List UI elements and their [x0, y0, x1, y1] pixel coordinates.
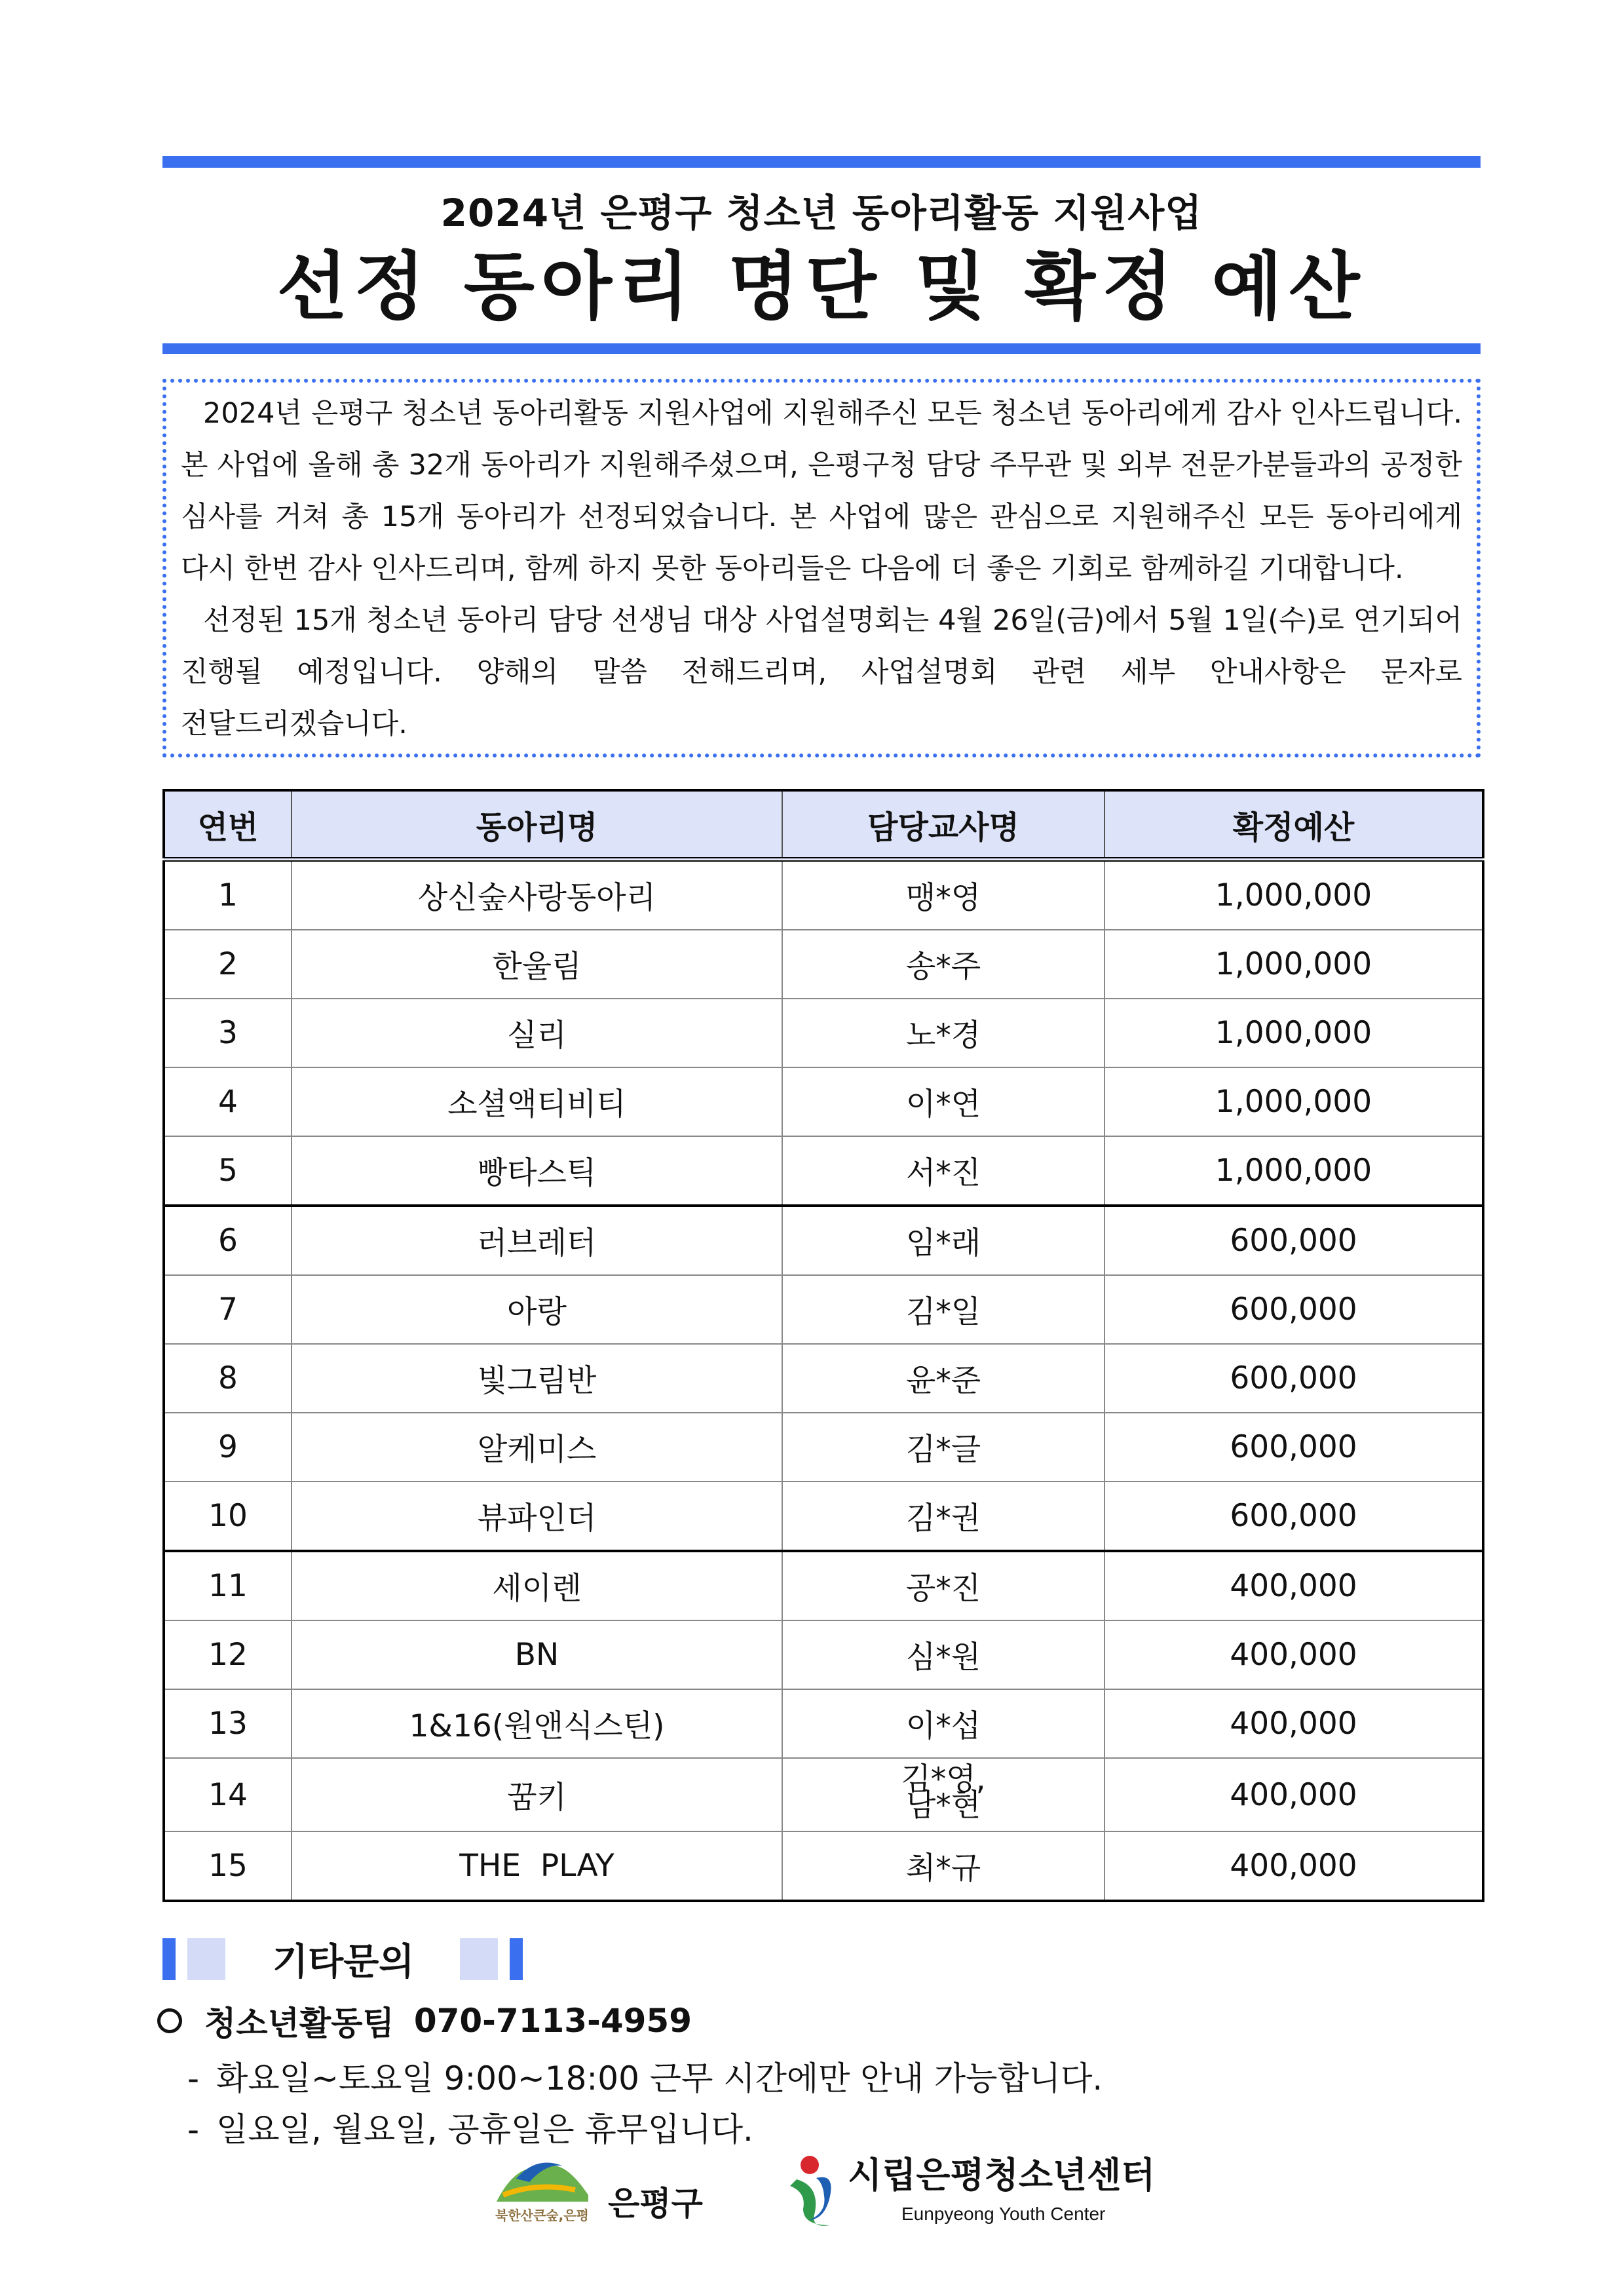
cell-teacher: 김*권 — [782, 1482, 1105, 1551]
cell-club-name: 아랑 — [292, 1275, 782, 1344]
cell-teacher: 이*연 — [782, 1067, 1105, 1136]
notice-paragraph-2: 선정된 15개 청소년 동아리 담당 선생님 대상 사업설명회는 4월 26일(금)에서 5월 1일(수)로 연기되어 진행될 예정입니다. 양해의 말씀 전해드리며, 사업설명회 관련 세부 안내사항은 문자로 전달드리겠습니다. — [181, 604, 1462, 740]
cell-budget: 600,000 — [1105, 1275, 1483, 1344]
cell-number: 15 — [164, 1831, 292, 1901]
cell-club-name: 상신숲사랑동아리 — [292, 860, 782, 930]
cell-number: 12 — [164, 1620, 292, 1689]
table-row — [164, 1275, 1483, 1344]
contact-team-name: 청소년활동팀 — [204, 2004, 394, 2042]
cell-number: 4 — [164, 1067, 292, 1136]
notice-paragraph-1: 2024년 은평구 청소년 동아리활동 지원사업에 지원해주신 모든 청소년 동아리에게 감사 인사드립니다. 본 사업에 올해 총 32개 동아리가 지원해주셨으며, 은평구청 담당 주무관 및 외부 전문가분들과의 공정한 심사를 거쳐 총 15개 동아리가 선정되었습니다. 본 사업에 많은 관심으로 지원해주신 모든 동아리에게 다시 한번 감사 인사드리며, 함께 하지 못한 동아리들은 다음에 더 좋은 기회로 함께하길 기대합니다. — [181, 397, 1462, 585]
cell-budget: 400,000 — [1105, 1620, 1483, 1689]
cell-teacher: 최*규 — [782, 1831, 1105, 1901]
eunpyeong-slogan: 북한산큰숲,은평 — [495, 2208, 589, 2223]
cell-number: 10 — [164, 1482, 292, 1551]
cell-teacher: 윤*준 — [782, 1344, 1105, 1413]
cell-club-name: 뷰파인더 — [292, 1482, 782, 1551]
table-row — [164, 999, 1483, 1067]
cell-number: 11 — [164, 1551, 292, 1620]
top-accent-bar — [162, 156, 1481, 168]
contact-note-hours — [187, 2052, 1103, 2099]
cell-budget: 600,000 — [1105, 1344, 1483, 1413]
cell-budget: 600,000 — [1105, 1482, 1483, 1551]
note-hours-text: 화요일~토요일 9:00~18:00 근무 시간에만 안내 가능합니다. — [216, 2059, 1103, 2097]
cell-club-name: BN — [292, 1620, 782, 1689]
cell-number: 9 — [164, 1413, 292, 1482]
heading-accent-bar-right — [510, 1938, 523, 1980]
table-row — [164, 1344, 1483, 1413]
table-header-row — [164, 790, 1483, 860]
cell-teacher: 송*주 — [782, 930, 1105, 999]
eunpyeong-gu-logo — [490, 2149, 719, 2228]
cell-teacher: 김*일 — [782, 1275, 1105, 1344]
cell-budget: 600,000 — [1105, 1413, 1483, 1482]
center-name-en: Eunpyeong Youth Center — [901, 2204, 1106, 2224]
notice-box — [162, 379, 1481, 757]
cell-teacher: 공*진 — [782, 1551, 1105, 1620]
table-row — [164, 1689, 1483, 1758]
contact-phone: 070-7113-4959 — [413, 2002, 692, 2040]
mountain-icon — [497, 2166, 588, 2202]
cell-number: 3 — [164, 999, 292, 1067]
cell-club-name: 꿈키 — [292, 1758, 782, 1831]
table-row — [164, 1136, 1483, 1206]
heading-accent-bar-left — [162, 1938, 176, 1980]
table-row — [164, 1831, 1483, 1901]
cell-number: 8 — [164, 1344, 292, 1413]
cell-club-name: 소셜액티비티 — [292, 1067, 782, 1136]
cell-number: 6 — [164, 1206, 292, 1275]
teacher-line-2: 남*현 — [905, 1787, 981, 1824]
header-club-name: 동아리명 — [292, 790, 782, 860]
cell-number: 1 — [164, 860, 292, 930]
teacher-line-1: 김*영, — [901, 1761, 986, 1797]
cell-club-name: 1&16(원앤식스틴) — [292, 1689, 782, 1758]
cell-club-name: 한울림 — [292, 930, 782, 999]
logo-figure-head-icon — [801, 2156, 819, 2174]
cell-budget: 400,000 — [1105, 1551, 1483, 1620]
cell-club-name: 세이렌 — [292, 1551, 782, 1620]
header-teacher: 담당교사명 — [782, 790, 1105, 860]
cell-teacher: 서*진 — [782, 1136, 1105, 1206]
eunpyeong-name: 은평구 — [608, 2185, 703, 2223]
dash-bullet-icon: - — [187, 2111, 200, 2149]
contact-heading — [162, 1938, 523, 1983]
document-title: 선정 동아리 명단 및 확정 예산 — [276, 244, 1367, 330]
dash-bullet-icon: - — [187, 2059, 200, 2097]
cell-club-name: 실리 — [292, 999, 782, 1067]
cell-budget: 400,000 — [1105, 1758, 1483, 1831]
table-row — [164, 930, 1483, 999]
cell-teacher: 김*글 — [782, 1413, 1105, 1482]
cell-budget: 400,000 — [1105, 1689, 1483, 1758]
table-row — [164, 1206, 1483, 1275]
header-number: 연번 — [164, 790, 292, 860]
circle-bullet-icon — [157, 2008, 182, 2033]
cell-number: 7 — [164, 1275, 292, 1344]
table-row — [164, 860, 1483, 930]
cell-teacher: 심*원 — [782, 1620, 1105, 1689]
heading-accent-block-right — [460, 1938, 498, 1980]
cell-club-name: 러브레터 — [292, 1206, 782, 1275]
cell-number: 5 — [164, 1136, 292, 1206]
note-holidays-text: 일요일, 월요일, 공휴일은 휴무입니다. — [216, 2111, 753, 2149]
contact-team-line — [157, 1997, 692, 2044]
table-row — [164, 1620, 1483, 1689]
center-name-kr: 시립은평청소년센터 — [848, 2154, 1156, 2196]
cell-club-name: 빵타스틱 — [292, 1136, 782, 1206]
cell-budget: 1,000,000 — [1105, 930, 1483, 999]
title-divider-bar — [162, 343, 1481, 354]
cell-teacher-multi — [901, 1761, 986, 1824]
table-row — [164, 1482, 1483, 1551]
selected-clubs-table — [162, 789, 1484, 1902]
cell-teacher: 맹*영 — [782, 860, 1105, 930]
contact-note-holidays — [187, 2103, 753, 2151]
table-row — [164, 1758, 1483, 1831]
cell-teacher — [782, 1758, 1105, 1831]
cell-budget: 600,000 — [1105, 1206, 1483, 1275]
cell-teacher: 노*경 — [782, 999, 1105, 1067]
table-row — [164, 1413, 1483, 1482]
cell-teacher: 임*래 — [782, 1206, 1105, 1275]
contact-heading-title: 기타문의 — [273, 1941, 415, 1983]
table-row — [164, 1067, 1483, 1136]
cell-number: 13 — [164, 1689, 292, 1758]
cell-teacher: 이*섭 — [782, 1689, 1105, 1758]
cell-budget: 1,000,000 — [1105, 1136, 1483, 1206]
document-subtitle: 2024년 은평구 청소년 동아리활동 지원사업 — [440, 191, 1203, 235]
cell-club-name: THE PLAY — [292, 1831, 782, 1901]
header-budget: 확정예산 — [1105, 790, 1483, 860]
table-row — [164, 1551, 1483, 1620]
cell-budget: 1,000,000 — [1105, 1067, 1483, 1136]
heading-accent-block-left — [187, 1938, 225, 1980]
cell-budget: 1,000,000 — [1105, 860, 1483, 930]
cell-number: 2 — [164, 930, 292, 999]
cell-club-name: 빛그림반 — [292, 1344, 782, 1413]
cell-budget: 1,000,000 — [1105, 999, 1483, 1067]
youth-center-logo — [784, 2147, 1163, 2232]
cell-number: 14 — [164, 1758, 292, 1831]
cell-budget: 400,000 — [1105, 1831, 1483, 1901]
cell-club-name: 알케미스 — [292, 1413, 782, 1482]
